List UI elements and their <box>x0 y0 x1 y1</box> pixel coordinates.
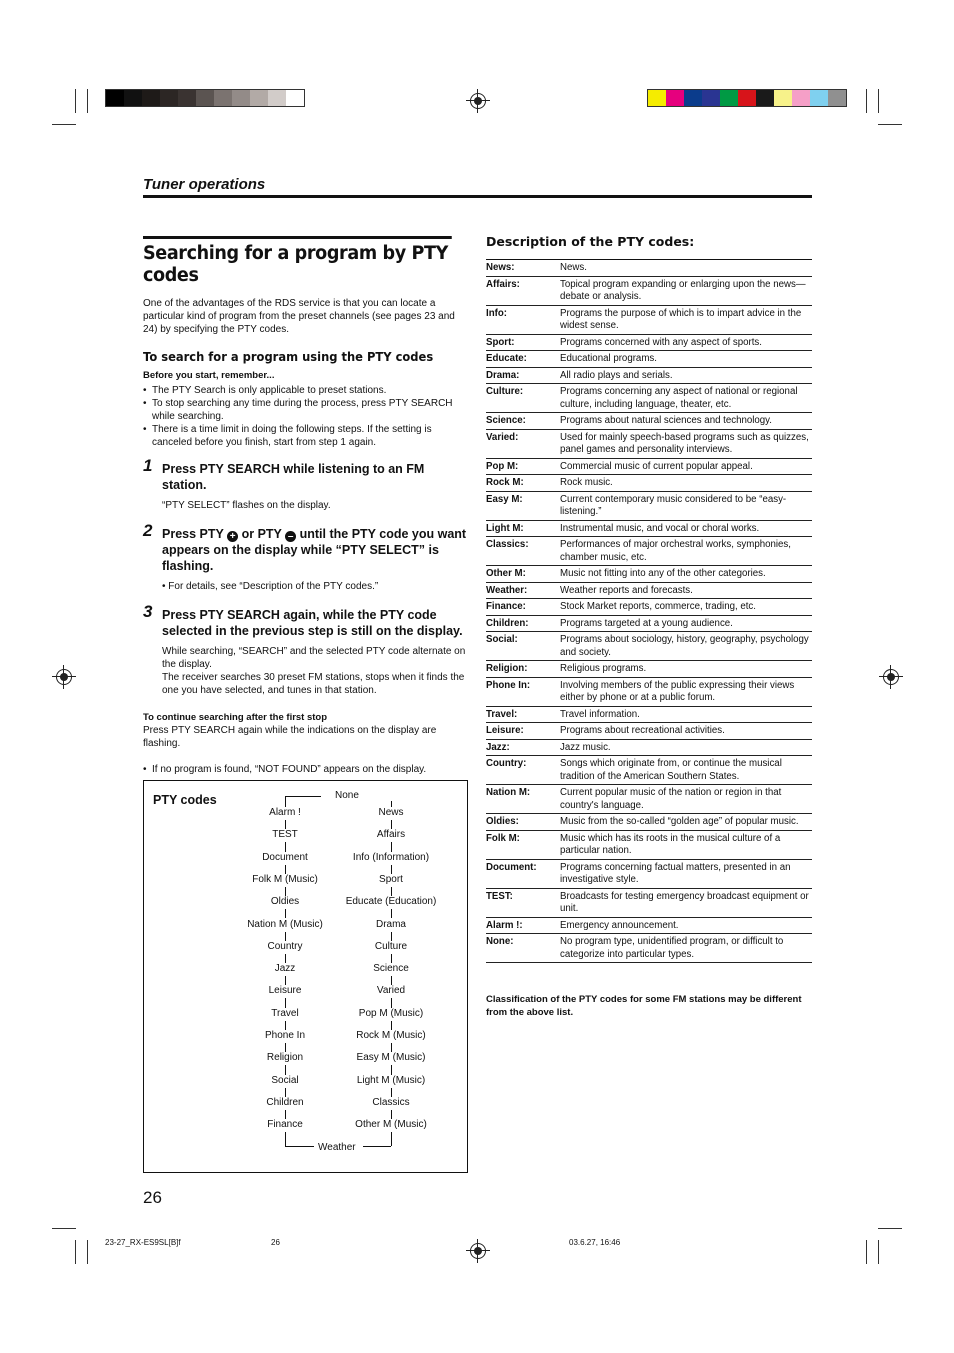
swatch <box>286 90 304 106</box>
crop-mark <box>75 1240 76 1264</box>
pty-code-right: Sport <box>379 873 403 885</box>
pty-description-table <box>486 260 812 963</box>
connector-line <box>285 1065 286 1074</box>
step-text: Press PTY SEARCH again, while the PTY code selected in the previous step is still on the display. <box>162 608 463 638</box>
table-row <box>486 491 812 520</box>
pty-codes-box <box>143 780 468 1173</box>
crop-mark <box>87 89 88 113</box>
pty-code-right: Info (Information) <box>352 851 430 863</box>
footer-file: 23-27_RX-ES9SL[B]f <box>105 1238 181 1247</box>
pty-code-left: Religion <box>266 1052 304 1064</box>
table-row <box>486 599 812 616</box>
pty-code-key: Travel: <box>486 706 560 723</box>
crop-mark <box>75 89 76 113</box>
swatch <box>178 90 196 106</box>
pty-code-key: Document: <box>486 859 560 888</box>
connector-line <box>391 887 392 896</box>
swatch <box>774 90 792 106</box>
crop-mark <box>878 1228 902 1229</box>
swatch <box>160 90 178 106</box>
swatch <box>214 90 232 106</box>
pty-code-right: Educate (Education) <box>345 896 437 908</box>
connector-line <box>391 1043 392 1052</box>
minus-button-icon: – <box>285 531 296 542</box>
pty-code-right: Easy M (Music) <box>356 1052 426 1064</box>
list-item: • If no program is found, “NOT FOUND” appears on the display. <box>143 763 468 776</box>
pty-code-key: TEST: <box>486 888 560 917</box>
list-item: • To stop searching any time during the process, press PTY SEARCH while searching. <box>143 397 468 423</box>
pty-code-key: Phone In: <box>486 677 560 706</box>
table-row <box>486 723 812 740</box>
pty-code-right: Culture <box>374 940 408 952</box>
swatch <box>684 90 702 106</box>
swatch <box>792 90 810 106</box>
pty-code-key: Culture: <box>486 384 560 413</box>
page-number: 26 <box>143 1188 162 1207</box>
step-desc: The receiver searches 30 preset FM stations, stops when it finds the one you have selected, and tunes in that station. <box>162 672 465 696</box>
footer-date: 03.6.27, 16:46 <box>569 1238 621 1247</box>
connector-line <box>391 801 392 807</box>
table-row <box>486 785 812 814</box>
pty-code-key: Oldies: <box>486 814 560 831</box>
swatch <box>232 90 250 106</box>
pty-code-right: Varied <box>376 985 406 997</box>
connector-line <box>391 842 392 851</box>
footer-page: 26 <box>271 1238 280 1247</box>
gray-calibration-bar <box>105 89 305 107</box>
step-2 <box>143 521 468 593</box>
swatch <box>810 90 828 106</box>
step-text: Press PTY SEARCH while listening to an FM station. <box>162 462 425 492</box>
pty-code-description: Music from the so-called “golden age” of popular music. <box>560 814 812 831</box>
pty-code-description: Programs the purpose of which is to impart advice in the widest sense. <box>560 305 812 334</box>
table-row <box>486 475 812 492</box>
pty-code-description: Involving members of the public expressing their views either by phone or at a public forum. <box>560 677 812 706</box>
swatch <box>250 90 268 106</box>
table-row <box>486 739 812 756</box>
pty-code-right: Science <box>373 963 409 975</box>
pty-code-key: Folk M: <box>486 830 560 859</box>
table-row <box>486 334 812 351</box>
connector-line <box>285 887 286 896</box>
pty-code-left: Country <box>267 940 303 952</box>
pty-code-key: Easy M: <box>486 491 560 520</box>
pty-code-left: Phone In <box>264 1030 306 1041</box>
pty-code-left: Nation M (Music) <box>247 918 323 930</box>
subheading: To search for a program using the PTY codes <box>143 349 434 364</box>
pty-code-description: Programs concerned with any aspect of sports. <box>560 334 812 351</box>
pty-code-description: Performances of major orchestral works, symphonies, chamber music, etc. <box>560 537 812 566</box>
step-number: 3 <box>143 602 153 621</box>
pty-code-description: Topical program expanding or enlarging upon the news—debate or analysis. <box>560 276 812 305</box>
page-title: Searching for a program by PTY codes <box>143 236 452 287</box>
pty-code-key: Religion: <box>486 661 560 678</box>
step-desc: While searching, “SEARCH” and the selected PTY code alternate on the display. <box>162 646 466 670</box>
pty-code-right: Rock M (Music) <box>356 1030 426 1041</box>
crop-mark <box>878 1240 879 1264</box>
pty-code-description: Current popular music of the nation or region in that country's language. <box>560 785 812 814</box>
crop-mark <box>878 124 902 125</box>
swatch <box>648 90 666 106</box>
crop-mark <box>52 1228 76 1229</box>
swatch <box>142 90 160 106</box>
table-row <box>486 384 812 413</box>
connector-line <box>285 1043 286 1052</box>
registration-mark-icon <box>470 93 486 109</box>
pty-box-title: PTY codes <box>153 793 217 807</box>
pty-code-description: Commercial music of current popular appeal. <box>560 458 812 475</box>
table-row <box>486 260 812 276</box>
swatch <box>828 90 846 106</box>
swatch <box>124 90 142 106</box>
not-found-list <box>143 763 468 776</box>
pty-code-right: Affairs <box>376 829 406 841</box>
connector-line <box>391 909 392 918</box>
pty-code-description: Emergency announcement. <box>560 917 812 934</box>
pty-code-right: Pop M (Music) <box>358 1007 424 1019</box>
step-text-a: Press PTY <box>162 527 224 541</box>
step-desc: “PTY SELECT” flashes on the display. <box>162 500 331 511</box>
step-text-c: until the PTY code you want appears on the display while “PTY SELECT” is flashing. <box>162 527 467 573</box>
swatch <box>756 90 774 106</box>
pty-code-description: Programs concerning factual matters, presented in an investigative style. <box>560 859 812 888</box>
step-desc: • For details, see “Description of the PTY codes.” <box>162 581 379 592</box>
step-number: 2 <box>143 521 153 540</box>
connector-line <box>285 1146 314 1147</box>
connector-line <box>391 1021 392 1030</box>
connector-line <box>391 1065 392 1074</box>
pty-code-description: Programs about recreational activities. <box>560 723 812 740</box>
pty-code-key: Jazz: <box>486 739 560 756</box>
pty-code-description: Music which has its roots in the musical culture of a particular nation. <box>560 830 812 859</box>
pty-code-right: Other M (Music) <box>355 1119 427 1131</box>
connector-line <box>285 1088 286 1097</box>
table-row <box>486 615 812 632</box>
pty-code-key: Light M: <box>486 520 560 537</box>
connector-line <box>285 1132 286 1146</box>
pty-code-key: Country: <box>486 756 560 785</box>
table-row <box>486 706 812 723</box>
crop-mark <box>866 89 867 113</box>
pty-code-description: Instrumental music, and vocal or choral works. <box>560 520 812 537</box>
pty-code-key: Classics: <box>486 537 560 566</box>
pty-code-left: Folk M (Music) <box>252 873 318 885</box>
registration-mark-icon <box>470 1243 486 1259</box>
connector-line <box>391 865 392 874</box>
table-row <box>486 888 812 917</box>
pty-code-description: Current contemporary music considered to be “easy-listening.” <box>560 491 812 520</box>
table-row <box>486 537 812 566</box>
connector-line <box>285 932 286 941</box>
pty-code-description: Programs targeted at a young audience. <box>560 615 812 632</box>
pty-code-description: Music not fitting into any of the other categories. <box>560 566 812 583</box>
pty-code-left: Oldies <box>270 896 300 908</box>
pty-code-key: Pop M: <box>486 458 560 475</box>
connector-line <box>391 998 392 1007</box>
pty-code-description: Programs about natural sciences and technology. <box>560 413 812 430</box>
classification-note: Classification of the PTY codes for some FM stations may be different from the above list. <box>486 994 802 1018</box>
pty-code-right: Classics <box>372 1096 410 1108</box>
pty-code-description: Used for mainly speech-based programs such as quizzes, panel games and personality interviews. <box>560 429 812 458</box>
pty-code-key: News: <box>486 260 560 276</box>
crop-mark <box>866 1240 867 1264</box>
pty-code-key: Children: <box>486 615 560 632</box>
pty-code-left: Alarm ! <box>269 807 301 818</box>
plus-button-icon: + <box>227 531 238 542</box>
table-row <box>486 814 812 831</box>
registration-mark-icon <box>883 669 899 685</box>
right-column <box>486 234 812 1019</box>
pty-code-key: Nation M: <box>486 785 560 814</box>
pty-code-description: Religious programs. <box>560 661 812 678</box>
table-row <box>486 413 812 430</box>
table-row <box>486 756 812 785</box>
pty-code-description: News. <box>560 260 812 276</box>
pty-code-left: Finance <box>267 1119 303 1131</box>
pty-code-description: Jazz music. <box>560 739 812 756</box>
pty-code-key: Affairs: <box>486 276 560 305</box>
connector-line <box>285 865 286 874</box>
table-row <box>486 351 812 368</box>
step-3 <box>143 602 468 697</box>
pty-code-key: None: <box>486 934 560 963</box>
crop-mark <box>52 124 76 125</box>
table-row <box>486 566 812 583</box>
table-row <box>486 632 812 661</box>
crop-mark <box>87 1240 88 1264</box>
connector-line <box>391 976 392 985</box>
pty-code-left: Leisure <box>268 985 302 997</box>
connector-line <box>285 820 286 829</box>
table-row <box>486 520 812 537</box>
connector-line <box>285 954 286 963</box>
list-item: • There is a time limit in doing the following steps. If the setting is canceled before you finish, start from step 1 again. <box>143 423 468 449</box>
pty-code-key: Finance: <box>486 599 560 616</box>
table-row <box>486 830 812 859</box>
swatch <box>738 90 756 106</box>
swatch <box>268 90 286 106</box>
pty-code-key: Alarm !: <box>486 917 560 934</box>
connector-line <box>363 1146 391 1147</box>
table-row <box>486 917 812 934</box>
table-row <box>486 458 812 475</box>
swatch <box>196 90 214 106</box>
connector-line <box>285 796 321 797</box>
table-row <box>486 934 812 963</box>
pty-code-description: Broadcasts for testing emergency broadcast equipment or unit. <box>560 888 812 917</box>
pty-code-key: Other M: <box>486 566 560 583</box>
connector-line <box>285 976 286 985</box>
pty-code-description: Songs which originate from, or continue the musical tradition of the American Southern States. <box>560 756 812 785</box>
pty-code-right: Drama <box>375 918 407 930</box>
step-1 <box>143 456 468 512</box>
crop-mark <box>878 89 879 113</box>
table-row <box>486 305 812 334</box>
pty-code-left: Jazz <box>274 963 296 975</box>
pty-code-right: Light M (Music) <box>356 1074 426 1086</box>
connector-line <box>391 954 392 963</box>
connector-line <box>391 932 392 941</box>
pty-code-key: Weather: <box>486 582 560 599</box>
connector-line <box>391 1110 392 1119</box>
pty-code-description: Rock music. <box>560 475 812 492</box>
pty-code-description: Educational programs. <box>560 351 812 368</box>
pty-code-left: Travel <box>271 1007 299 1019</box>
pty-code-key: Educate: <box>486 351 560 368</box>
pty-code-right: News <box>378 807 404 818</box>
pty-code-key: Varied: <box>486 429 560 458</box>
pty-code-key: Science: <box>486 413 560 430</box>
table-row <box>486 582 812 599</box>
connector-line <box>285 842 286 851</box>
table-row <box>486 859 812 888</box>
left-column <box>143 236 468 776</box>
continue-text: Press PTY SEARCH again while the indications on the display are flashing. <box>143 725 437 749</box>
connector-line <box>285 796 286 807</box>
table-row <box>486 677 812 706</box>
swatch <box>702 90 720 106</box>
pty-code-key: Drama: <box>486 367 560 384</box>
step-number: 1 <box>143 456 153 475</box>
before-title: Before you start, remember... <box>143 370 275 381</box>
pty-code-description: Weather reports and forecasts. <box>560 582 812 599</box>
table-row <box>486 429 812 458</box>
connector-line <box>285 998 286 1007</box>
color-calibration-bar <box>647 89 847 107</box>
pty-code-key: Leisure: <box>486 723 560 740</box>
description-title: Description of the PTY codes: <box>486 234 812 260</box>
connector-line <box>391 1088 392 1097</box>
before-list <box>143 384 468 449</box>
pty-code-key: Social: <box>486 632 560 661</box>
pty-code-key: Info: <box>486 305 560 334</box>
swatch <box>720 90 738 106</box>
pty-code-top: None <box>335 790 359 801</box>
pty-code-left: Children <box>266 1096 304 1108</box>
swatch <box>666 90 684 106</box>
continue-title: To continue searching after the first stop <box>143 712 328 723</box>
pty-code-key: Sport: <box>486 334 560 351</box>
section-header: Tuner operations <box>143 176 812 198</box>
pty-code-description: Programs concerning any aspect of national or regional culture, including language, theater, etc. <box>560 384 812 413</box>
table-row <box>486 367 812 384</box>
connector-line <box>391 1132 392 1146</box>
pty-code-description: Programs about sociology, history, geography, psychology and society. <box>560 632 812 661</box>
swatch <box>106 90 124 106</box>
pty-code-key: Rock M: <box>486 475 560 492</box>
pty-code-description: Stock Market reports, commerce, trading, etc. <box>560 599 812 616</box>
pty-code-description: No program type, unidentified program, or difficult to categorize into particular types. <box>560 934 812 963</box>
connector-line <box>285 909 286 918</box>
connector-line <box>285 1021 286 1030</box>
pty-code-description: All radio plays and serials. <box>560 367 812 384</box>
table-row <box>486 276 812 305</box>
pty-code-description: Travel information. <box>560 706 812 723</box>
connector-line <box>391 820 392 829</box>
connector-line <box>285 1110 286 1119</box>
step-text-b: or PTY <box>241 527 282 541</box>
pty-code-left: Social <box>271 1074 299 1086</box>
intro-text: One of the advantages of the RDS service is that you can locate a particular kind of program from the preset channels (see pages 23 and 24) by specifying the PTY codes. <box>143 298 455 335</box>
list-item: • The PTY Search is only applicable to preset stations. <box>143 384 468 397</box>
pty-code-left: TEST <box>272 829 298 841</box>
registration-mark-icon <box>56 669 72 685</box>
pty-code-bottom: Weather <box>318 1142 356 1153</box>
pty-code-left: Document <box>262 851 308 863</box>
table-row <box>486 661 812 678</box>
step-text <box>162 526 468 574</box>
